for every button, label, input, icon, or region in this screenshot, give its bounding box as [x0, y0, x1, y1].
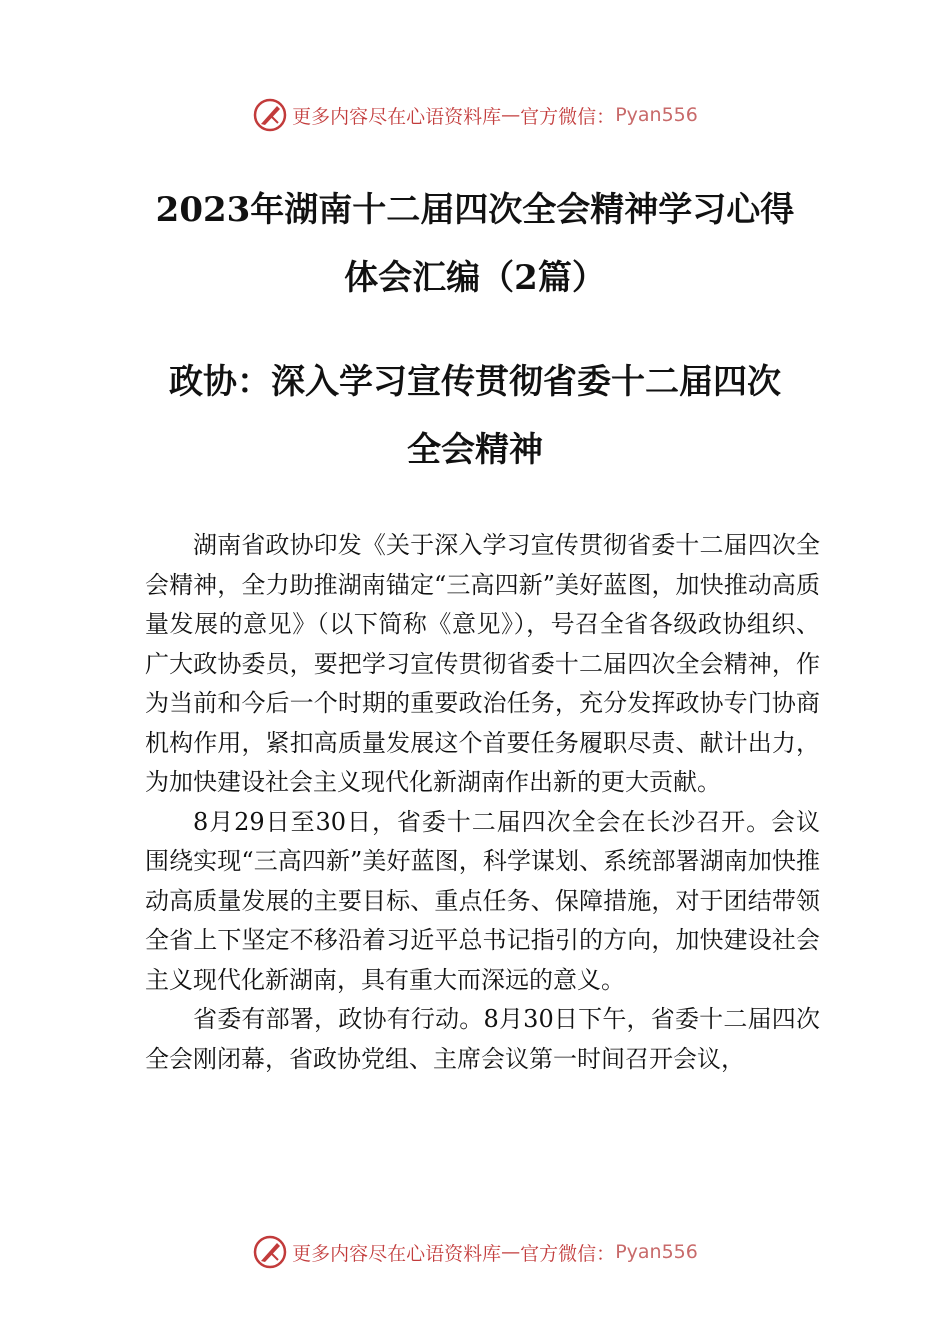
watermark-wechat-label: 官方微信： [520, 105, 616, 128]
quill-logo-icon [252, 1234, 288, 1270]
watermark-header [0, 95, 950, 135]
watermark-wechat-id: Pyan556 [615, 104, 698, 126]
watermark-dash: — [501, 104, 521, 126]
watermark-footer [0, 1232, 950, 1272]
watermark-text: 更多内容尽在心语资料库 [292, 105, 502, 128]
quill-logo-icon [252, 97, 288, 133]
title-line-2: 体会汇编（2篇） [344, 258, 606, 298]
document-body [145, 526, 820, 1079]
subtitle-line-1: 政协：深入学习宣传贯彻省委十二届四次 [169, 362, 781, 402]
paragraph: 8月29日至30日，省委十二届四次全会在长沙召开。会议围绕实现“三高四新”美好蓝图，科学谋划、系统部署湖南加快推动高质量发展的主要目标、重点任务、保障措施，对于团结带领全省上下坚定不移沿着习近平总书记指引的方向，加快建设社会主义现代化新湖南，具有重大而深远的意义。 [145, 807, 820, 994]
document-title [95, 176, 855, 312]
watermark-dash: — [501, 1241, 521, 1263]
paragraph: 湖南省政协印发《关于深入学习宣传贯彻省委十二届四次全会精神，全力助推湖南锚定“三高四新”美好蓝图，加快推动高质量发展的意见》（以下简称《意见》），号召全省各级政协组织、广大政协委员，要把学习宣传贯彻省委十二届四次全会精神，作为当前和今后一个时期的重要政治任务，充分发挥政协专门协商机构作用，紧扣高质量发展这个首要任务履职尽责、献计出力，为加快建设社会主义现代化新湖南作出新的更大贡献。 [145, 531, 820, 796]
paragraph: 省委有部署，政协有行动。8月30日下午，省委十二届四次全会刚闭幕，省政协党组、主席会议第一时间召开会议， [145, 1005, 820, 1073]
document-subtitle [95, 348, 855, 484]
watermark-wechat-id: Pyan556 [615, 1241, 698, 1263]
title-line-1: 2023年湖南十二届四次全会精神学习心得 [155, 190, 795, 230]
watermark-text: 更多内容尽在心语资料库 [292, 1242, 502, 1265]
watermark-wechat-label: 官方微信： [520, 1242, 616, 1265]
subtitle-line-2: 全会精神 [407, 430, 543, 470]
